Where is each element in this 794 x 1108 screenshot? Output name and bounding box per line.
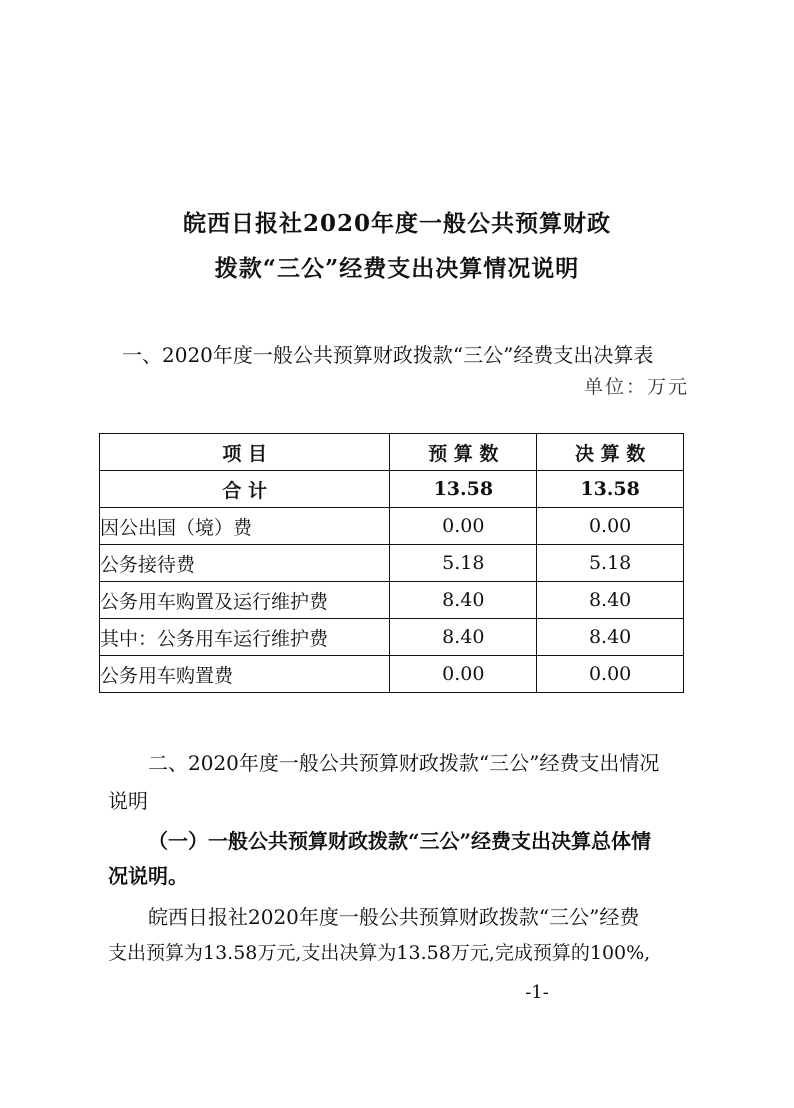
page-number: -1- (525, 982, 549, 1003)
table-row (100, 619, 684, 656)
section2-heading-line2: 说明 (108, 789, 148, 813)
table-row (100, 582, 684, 619)
total-actual: 13.58 (537, 471, 684, 508)
table-row (100, 545, 684, 582)
header-actual: 决 算 数 (537, 434, 684, 471)
table-total-row (100, 471, 684, 508)
subsection-heading-line1: （一）一般公共预算财政拨款“三公”经费支出决算总体情 (148, 829, 652, 853)
row-budget: 8.40 (390, 619, 537, 656)
row-budget: 5.18 (390, 545, 537, 582)
header-budget: 预 算 数 (390, 434, 537, 471)
body-text-line1: 皖西日报社2020年度一般公共预算财政拨款“三公”经费 (148, 905, 640, 929)
section2-heading-line1: 二、2020年度一般公共预算财政拨款“三公”经费支出情况 (148, 751, 660, 775)
body-text-line2: 支出预算为13.58万元,支出决算为13.58万元,完成预算的100%, (108, 942, 651, 964)
row-label: 公务用车购置费 (100, 656, 390, 693)
total-budget: 13.58 (390, 471, 537, 508)
row-actual: 0.00 (537, 656, 684, 693)
row-label: 因公出国（境）费 (100, 508, 390, 545)
subsection-heading-line2: 况说明。 (108, 864, 188, 888)
unit-label: 单位：万元 (583, 376, 689, 398)
row-actual: 5.18 (537, 545, 684, 582)
row-actual: 8.40 (537, 582, 684, 619)
table-row (100, 508, 684, 545)
expense-table (99, 433, 684, 693)
table-row (100, 656, 684, 693)
row-label: 公务接待费 (100, 545, 390, 582)
section1-heading: 一、2020年度一般公共预算财政拨款“三公”经费支出决算表 (122, 343, 654, 367)
row-actual: 8.40 (537, 619, 684, 656)
table-header-row (100, 434, 684, 471)
row-label: 其中：公务用车运行维护费 (100, 619, 390, 656)
header-item: 项 目 (100, 434, 390, 471)
document-title-line2: 拨款“三公”经费支出决算情况说明 (214, 255, 580, 282)
row-label: 公务用车购置及运行维护费 (100, 582, 390, 619)
row-budget: 0.00 (390, 656, 537, 693)
document-title-line1: 皖西日报社2020年度一般公共预算财政 (182, 210, 611, 237)
row-actual: 0.00 (537, 508, 684, 545)
total-label: 合 计 (100, 471, 390, 508)
row-budget: 0.00 (390, 508, 537, 545)
row-budget: 8.40 (390, 582, 537, 619)
